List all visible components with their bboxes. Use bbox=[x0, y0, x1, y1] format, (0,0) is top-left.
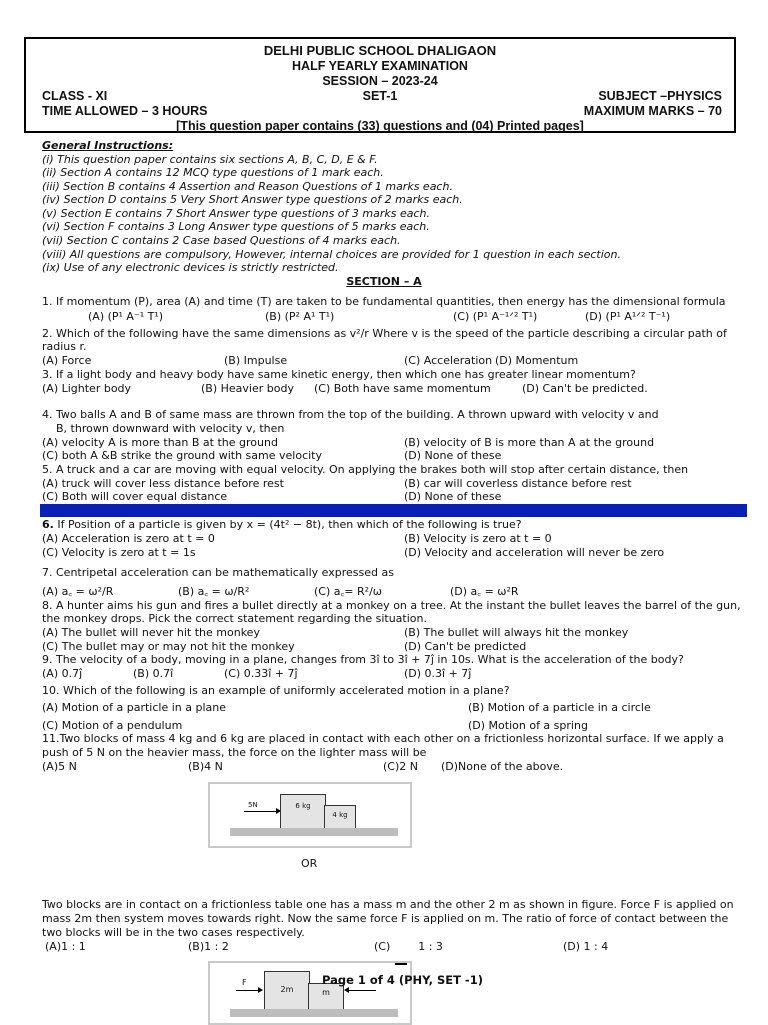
question-3: 3. If a light body and heavy body have same kinetic energy, then which one has greater linear momentum? bbox=[42, 368, 636, 381]
question-4-line-2: B, thrown downward with velocity v, then bbox=[56, 422, 285, 435]
arrow-head-left-icon bbox=[344, 987, 349, 993]
q10-option-d: (D) Motion of a spring bbox=[468, 719, 588, 732]
q6-option-a: (A) Acceleration is zero at t = 0 bbox=[42, 532, 215, 545]
max-marks: MAXIMUM MARKS – 70 bbox=[583, 104, 722, 118]
question-1: 1. If momentum (P), area (A) and time (T) are taken to be fundamental quantities, then energy has the dimensional formula bbox=[42, 295, 726, 308]
question-10: 10. Which of the following is an example of uniformly accelerated motion in a plane? bbox=[42, 684, 510, 697]
subject-label: SUBJECT –PHYSICS bbox=[598, 89, 722, 103]
set-label: SET-1 bbox=[362, 89, 398, 103]
q10-option-b: (B) Motion of a particle in a circle bbox=[468, 701, 651, 714]
question-8-line-1: 8. A hunter aims his gun and fires a bullet directly at a monkey on a tree. At the instant the bullet leaves the barrel of the gun, bbox=[42, 599, 741, 612]
block-4kg: 4 kg bbox=[324, 805, 356, 830]
q2-option-b: (B) Impulse bbox=[224, 354, 288, 367]
q8-option-b: (B) The bullet will always hit the monkey bbox=[404, 626, 629, 639]
highlight-bar bbox=[40, 504, 747, 517]
q1-option-d: (D) (P¹ A¹ᐟ² T⁻¹) bbox=[585, 310, 671, 323]
table-surface bbox=[230, 828, 398, 836]
question-11-alt-line-3: two blocks will be in the two cases respectively. bbox=[42, 926, 305, 939]
q1-option-c: (C) (P¹ A⁻¹ᐟ² T¹) bbox=[453, 310, 538, 323]
question-5: 5. A truck and a car are moving with equal velocity. On applying the brakes both will stop after certain distance, then bbox=[42, 463, 689, 476]
q3-option-d: (D) Can't be predicted. bbox=[522, 382, 648, 395]
q6-option-d: (D) Velocity and acceleration will never be zero bbox=[404, 546, 665, 559]
force-arrow-icon bbox=[244, 811, 280, 812]
time-allowed: TIME ALLOWED – 3 HOURS bbox=[42, 104, 208, 118]
section-a-heading: SECTION – A bbox=[346, 275, 422, 288]
q7-option-d: (D) a꜀ = ω²R bbox=[450, 585, 519, 598]
question-4-line-1: 4. Two balls A and B of same mass are thrown from the top of the building. A thrown upward with velocity v and bbox=[42, 408, 659, 421]
q2-option-c: (C) Acceleration bbox=[404, 354, 493, 367]
instruction-item: (iii) Section B contains 4 Assertion and Reason Questions of 1 marks each. bbox=[42, 180, 453, 193]
q9-option-d: (D) 0.3î + 7ĵ bbox=[404, 667, 472, 680]
school-name: DELHI PUBLIC SCHOOL DHALIGAON bbox=[263, 43, 497, 58]
q5-option-b: (B) car will coverless distance before rest bbox=[404, 477, 632, 490]
q5-option-a: (A) truck will cover less distance before rest bbox=[42, 477, 284, 490]
q4-option-c: (C) both A &B strike the ground with same velocity bbox=[42, 449, 323, 462]
q3-option-a: (A) Lighter body bbox=[42, 382, 132, 395]
q6-option-c: (C) Velocity is zero at t = 1s bbox=[42, 546, 196, 559]
q5-option-c: (C) Both will cover equal distance bbox=[42, 490, 228, 503]
q11-option-a: (A)5 N bbox=[42, 760, 77, 773]
q8-option-d: (D) Can't be predicted bbox=[404, 640, 527, 653]
q1-option-a: (A) (P¹ A⁻¹ T¹) bbox=[88, 310, 164, 323]
instruction-item: (viii) All questions are compulsory, However, internal choices are provided for 1 question in each section. bbox=[42, 248, 621, 261]
q7-option-a: (A) a꜀ = ω²/R bbox=[42, 585, 114, 598]
or-divider: OR bbox=[301, 857, 318, 870]
arrow-head-icon bbox=[258, 987, 263, 993]
question-8-line-2: the monkey drops. Pick the correct statement regarding the situation. bbox=[42, 612, 427, 625]
q10-option-c: (C) Motion of a pendulum bbox=[42, 719, 183, 732]
q7-option-c: (C) a꜀= R²/ω bbox=[314, 585, 382, 598]
question-9: 9. The velocity of a body, moving in a plane, changes from 3î to 3î + 7ĵ in 10s. What is the acceleration of the body? bbox=[42, 653, 684, 666]
q2-option-d: (D) Momentum bbox=[495, 354, 579, 367]
page-footer: Page 1 of 4 (PHY, SET -1) bbox=[322, 973, 483, 987]
two-block-figure-alt bbox=[208, 961, 412, 1025]
question-11-line-1: 11.Two blocks of mass 4 kg and 6 kg are placed in contact with each other on a frictionless horizontal surface. If we apply a bbox=[42, 732, 724, 745]
block-2m: 2m bbox=[264, 971, 310, 1011]
q4-option-b: (B) velocity of B is more than A at the ground bbox=[404, 436, 655, 449]
q11alt-option-a: (A)1 : 1 bbox=[45, 940, 86, 953]
instruction-item: (ii) Section A contains 12 MCQ type questions of 1 mark each. bbox=[42, 166, 384, 179]
q4-option-d: (D) None of these bbox=[404, 449, 502, 462]
instruction-item: (vii) Section C contains 2 Case based Questions of 4 marks each. bbox=[42, 234, 401, 247]
question-11-line-2: push of 5 N on the heavier mass, the force on the lighter mass will be bbox=[42, 746, 427, 759]
class-label: CLASS - XI bbox=[42, 89, 108, 103]
two-block-figure bbox=[208, 782, 412, 848]
q3-option-c: (C) Both have same momentum bbox=[314, 382, 491, 395]
q11alt-option-b: (B)1 : 2 bbox=[188, 940, 229, 953]
q10-option-a: (A) Motion of a particle in a plane bbox=[42, 701, 226, 714]
exam-header bbox=[24, 37, 736, 133]
instruction-item: (ix) Use of any electronic devices is strictly restricted. bbox=[42, 261, 339, 274]
q5-option-d: (D) None of these bbox=[404, 490, 502, 503]
q4-option-a: (A) velocity A is more than B at the ground bbox=[42, 436, 278, 449]
question-7: 7. Centripetal acceleration can be mathematically expressed as bbox=[42, 566, 394, 579]
instruction-item: (v) Section E contains 7 Short Answer type questions of 3 marks each. bbox=[42, 207, 430, 220]
q8-option-c: (C) The bullet may or may not hit the monkey bbox=[42, 640, 295, 653]
q7-option-b: (B) a꜀ = ω/R² bbox=[178, 585, 250, 598]
q11alt-option-d: (D) 1 : 4 bbox=[563, 940, 609, 953]
q9-option-b: (B) 0.7î bbox=[133, 667, 174, 680]
q6-option-b: (B) Velocity is zero at t = 0 bbox=[404, 532, 552, 545]
question-11-alt-line-2: mass 2m then system moves towards right. Now the same force F is applied on m. The ratio of force of contact between the bbox=[42, 912, 729, 925]
q8-option-a: (A) The bullet will never hit the monkey bbox=[42, 626, 260, 639]
instruction-item: (iv) Section D contains 5 Very Short Answer type questions of 2 marks each. bbox=[42, 193, 463, 206]
instructions-heading: General Instructions: bbox=[42, 139, 174, 152]
block-m: m bbox=[308, 983, 344, 1011]
q9-option-c: (C) 0.33î + 7ĵ bbox=[224, 667, 298, 680]
question-2-line-1: 2. Which of the following have the same dimensions as v²/r Where v is the speed of the particle describing a circular path of bbox=[42, 327, 727, 340]
q11-option-c: (C)2 N bbox=[383, 760, 418, 773]
q3-option-b: (B) Heavier body bbox=[201, 382, 294, 395]
q2-option-a: (A) Force bbox=[42, 354, 92, 367]
instruction-item: (vi) Section F contains 3 Long Answer type questions of 5 marks each. bbox=[42, 220, 430, 233]
reverse-arrow-icon bbox=[348, 990, 376, 991]
q11-option-b: (B)4 N bbox=[188, 760, 223, 773]
force-arrow-icon bbox=[236, 990, 260, 991]
exam-title: HALF YEARLY EXAMINATION bbox=[292, 59, 468, 73]
q11alt-option-c: (C) 1 : 3 bbox=[374, 940, 443, 953]
text-cursor bbox=[395, 963, 407, 965]
force-label: 5N bbox=[248, 801, 258, 809]
instruction-item: (i) This question paper contains six sections A, B, C, D, E & F. bbox=[42, 153, 378, 166]
q11-option-d: (D)None of the above. bbox=[441, 760, 564, 773]
question-6: 6. If Position of a particle is given by x = (4t² − 8t), then which of the following is true? bbox=[42, 518, 522, 531]
question-11-alt-line-1: Two blocks are in contact on a frictionless table one has a mass m and the other 2 m as shown in figure. Force F is applied on bbox=[42, 898, 734, 911]
q1-option-b: (B) (P² A¹ T¹) bbox=[265, 310, 335, 323]
force-f-label: F bbox=[242, 978, 247, 987]
table-surface bbox=[230, 1009, 398, 1017]
question-2-line-2: radius r. bbox=[42, 340, 87, 353]
q9-option-a: (A) 0.7ĵ bbox=[42, 667, 83, 680]
session: SESSION – 2023-24 bbox=[322, 74, 438, 88]
block-6kg: 6 kg bbox=[280, 794, 326, 830]
paper-note: [This question paper contains (33) questions and (04) Printed pages] bbox=[176, 119, 584, 133]
